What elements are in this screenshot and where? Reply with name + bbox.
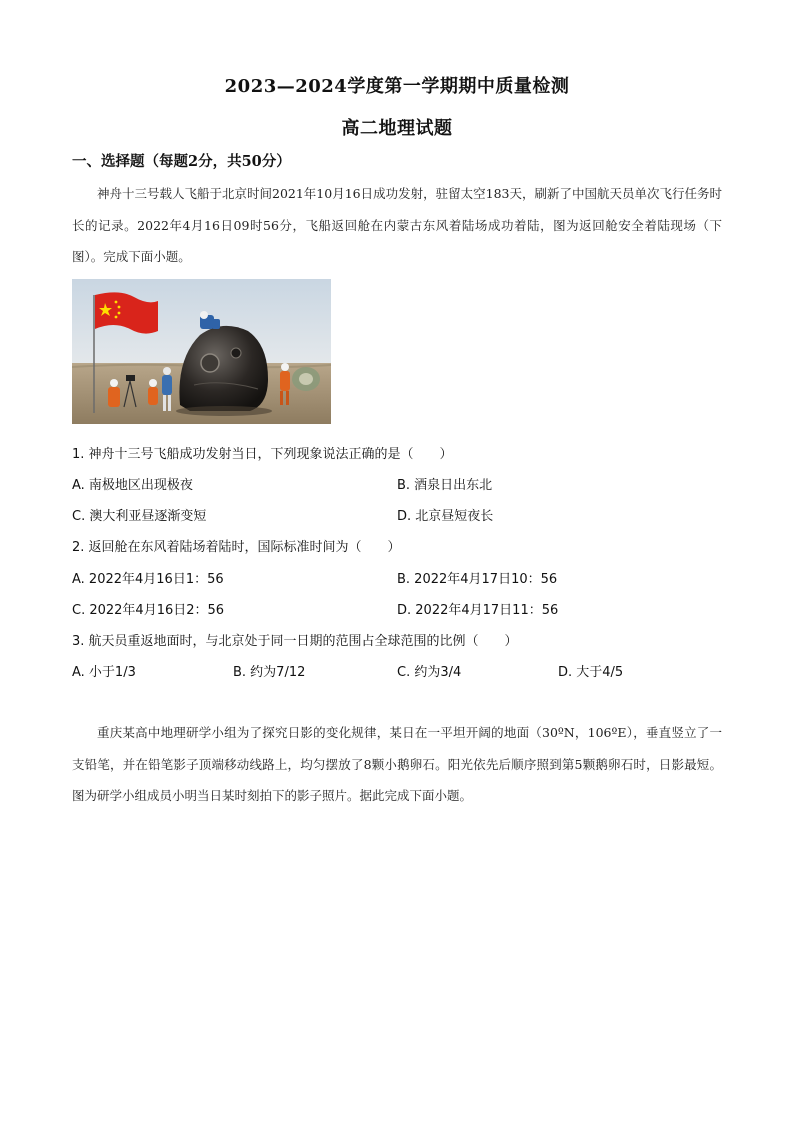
question-1-stem: 1. 神舟十三号飞船成功发射当日，下列现象说法正确的是（ ） [72,447,453,462]
question-3-option-a[interactable]: A. 小于1/3 [72,665,136,680]
passage-1-line-2: 单次飞行任务时长的记录。2022年4月16日09时56分，飞船返回舱在内蒙古东风着陆场成功着陆，图 [72,186,722,233]
question-1-option-d[interactable]: D. 北京昼短夜长 [397,509,494,524]
question-3-option-b[interactable]: B. 约为7/12 [233,665,306,680]
question-2-option-a[interactable]: A. 2022年4月16日1：56 [72,572,224,587]
section-heading: 一、选择题（每题2分，共50分） [72,153,291,170]
passage-2-line-3: 鹅卵石时，日影最短。图为研学小组成员小明当日某时刻拍下的影子照片。据此完成下面小题。 [72,756,722,803]
question-2-option-c[interactable]: C. 2022年4月16日2：56 [72,603,225,618]
passage-1-line-3: 为返回舱安全着陆现场（下图）。完成下面小题。 [72,217,722,264]
question-3-option-d[interactable]: D. 大于4/5 [558,665,624,680]
passage-2-line-1: 重庆某高中地理研学小组为了探究日影的变化规律，某日在一平坦开阔的地面（30ºN，106ºE），垂直 [97,725,672,740]
question-1-option-c[interactable]: C. 澳大利亚昼逐渐变短 [72,509,207,524]
passage-1-line-1: 神舟十三号载人飞船于北京时间2021年10月16日成功发射，驻留太空183天，刷新了中国航天员 [97,186,635,201]
capsule-landing-photo [72,279,331,424]
exam-subtitle: 高二地理试题 [341,118,453,139]
passage-1 [72,178,722,273]
question-2-option-d[interactable]: D. 2022年4月17日11：56 [397,603,559,618]
passage-2 [72,717,722,812]
question-3-option-c[interactable]: C. 约为3/4 [397,665,462,680]
capsule-landing-illustration [72,279,331,424]
question-3-stem: 3. 航天员重返地面时，与北京处于同一日期的范围占全球范围的比例（ ） [72,634,518,649]
question-2-stem: 2. 返回舱在东风着陆场着陆时，国际标准时间为（ ） [72,540,401,555]
exam-title: 2023—2024学度第一学期期中质量检测 [224,76,570,97]
passage-2-line-2: 竖立了一支铅笔，并在铅笔影子顶端移动线路上，均匀摆放了8颗小鹅卵石。阳光依先后顺序照到第5颗 [72,725,722,772]
question-1-option-b[interactable]: B. 酒泉日出东北 [397,478,493,493]
question-1-option-a[interactable]: A. 南极地区出现极夜 [72,478,193,493]
question-2-option-b[interactable]: B. 2022年4月17日10：56 [397,572,558,587]
